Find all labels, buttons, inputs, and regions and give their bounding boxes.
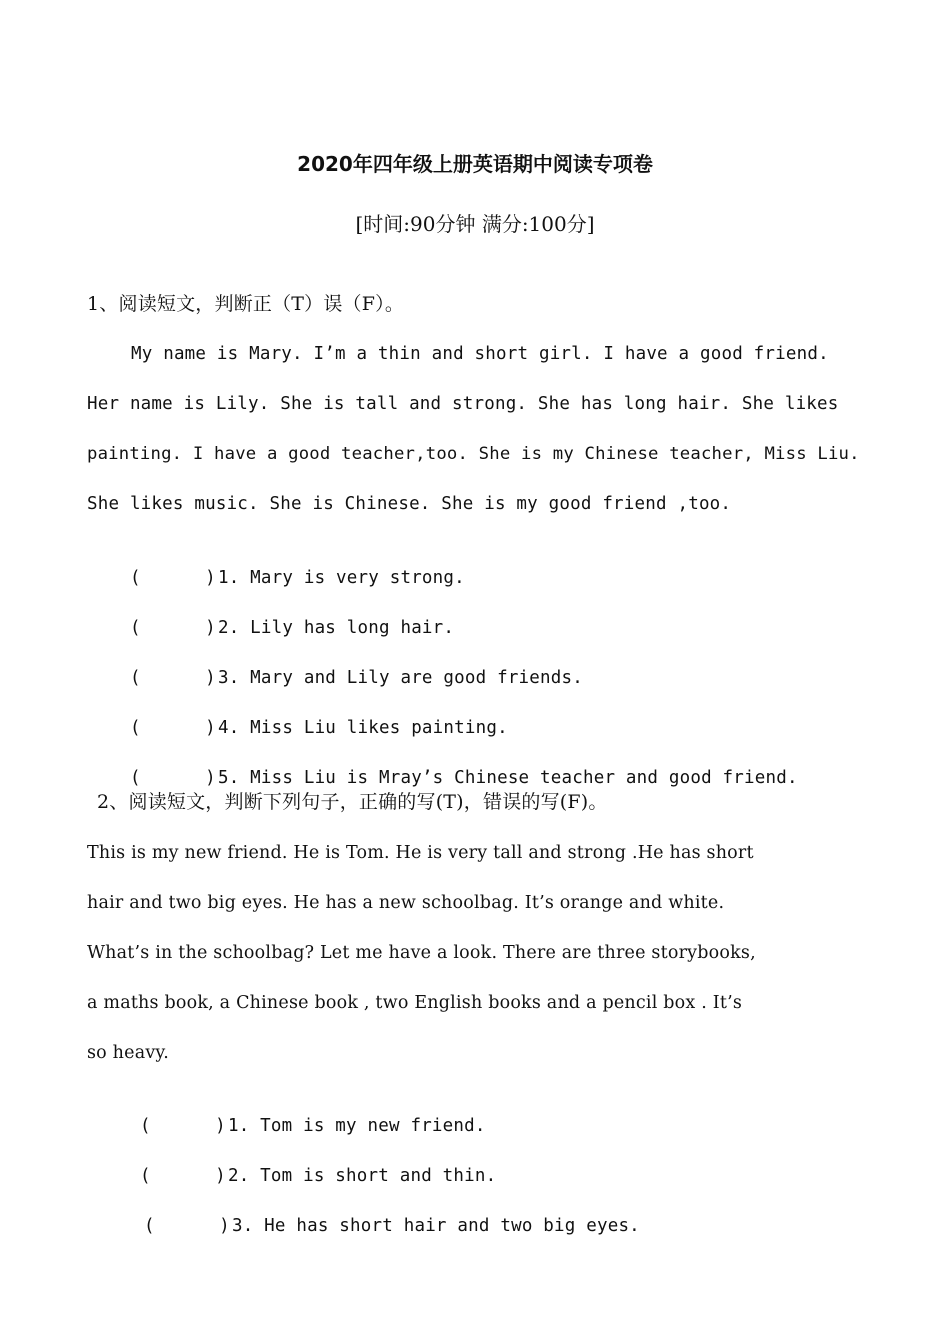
question-text: 1. Tom is my new friend. [227,1116,486,1136]
question-text: 3. Mary and Lily are good friends. [217,668,583,688]
section1-heading: 1、阅读短文，判断正（T）误（F）。 [87,293,405,315]
section2-passage-line-3: What’s in the schoolbag? Let me have a look. There are three storybooks, [87,943,756,963]
answer-bracket: ( ) [139,1116,226,1136]
answer-bracket: ( ) [129,718,216,738]
question-text: 4. Miss Liu likes painting. [217,718,508,738]
answer-bracket: ( ) [143,1216,230,1236]
section2-passage-line-1: This is my new friend. He is Tom. He is very tall and strong .He has short [87,843,754,863]
answer-bracket: ( ) [139,1166,226,1186]
section1-passage-line-3: painting. I have a good teacher,too. She is my Chinese teacher, Miss Liu. [87,444,860,464]
question-text: 5. Miss Liu is Mray’s Chinese teacher and good friend. [217,768,798,788]
section2-heading: 2、阅读短文，判断下列句子，正确的写(T)，错误的写(F)。 [97,791,608,813]
question-text: 3. He has short hair and two big eyes. [231,1216,640,1236]
section2-passage-line-4: a maths book, a Chinese book , two English books and a pencil box . It’s [87,993,743,1013]
answer-bracket: ( ) [129,618,216,638]
question-text: 2. Lily has long hair. [217,618,455,638]
question-text: 1. Mary is very strong. [217,568,465,588]
section1-passage-line-2: Her name is Lily. She is tall and strong. She has long hair. She likes [87,394,839,414]
exam-info: [时间:90分钟 满分:100分] [355,212,595,236]
question-text: 2. Tom is short and thin. [227,1166,497,1186]
answer-bracket: ( ) [129,768,216,788]
section1-passage-line-4: She likes music. She is Chinese. She is my good friend ,too. [87,494,732,514]
section2-passage-line-2: hair and two big eyes. He has a new schoolbag. It’s orange and white. [87,893,725,913]
answer-bracket: ( ) [129,568,216,588]
page-title: 2020年四年级上册英语期中阅读专项卷 [297,152,653,176]
section2-passage-line-5: so heavy. [87,1043,169,1063]
section2-question-3 [101,1190,881,1262]
answer-bracket: ( ) [129,668,216,688]
section1-passage-line-1: My name is Mary. I’m a thin and short girl. I have a good friend. [131,344,829,364]
